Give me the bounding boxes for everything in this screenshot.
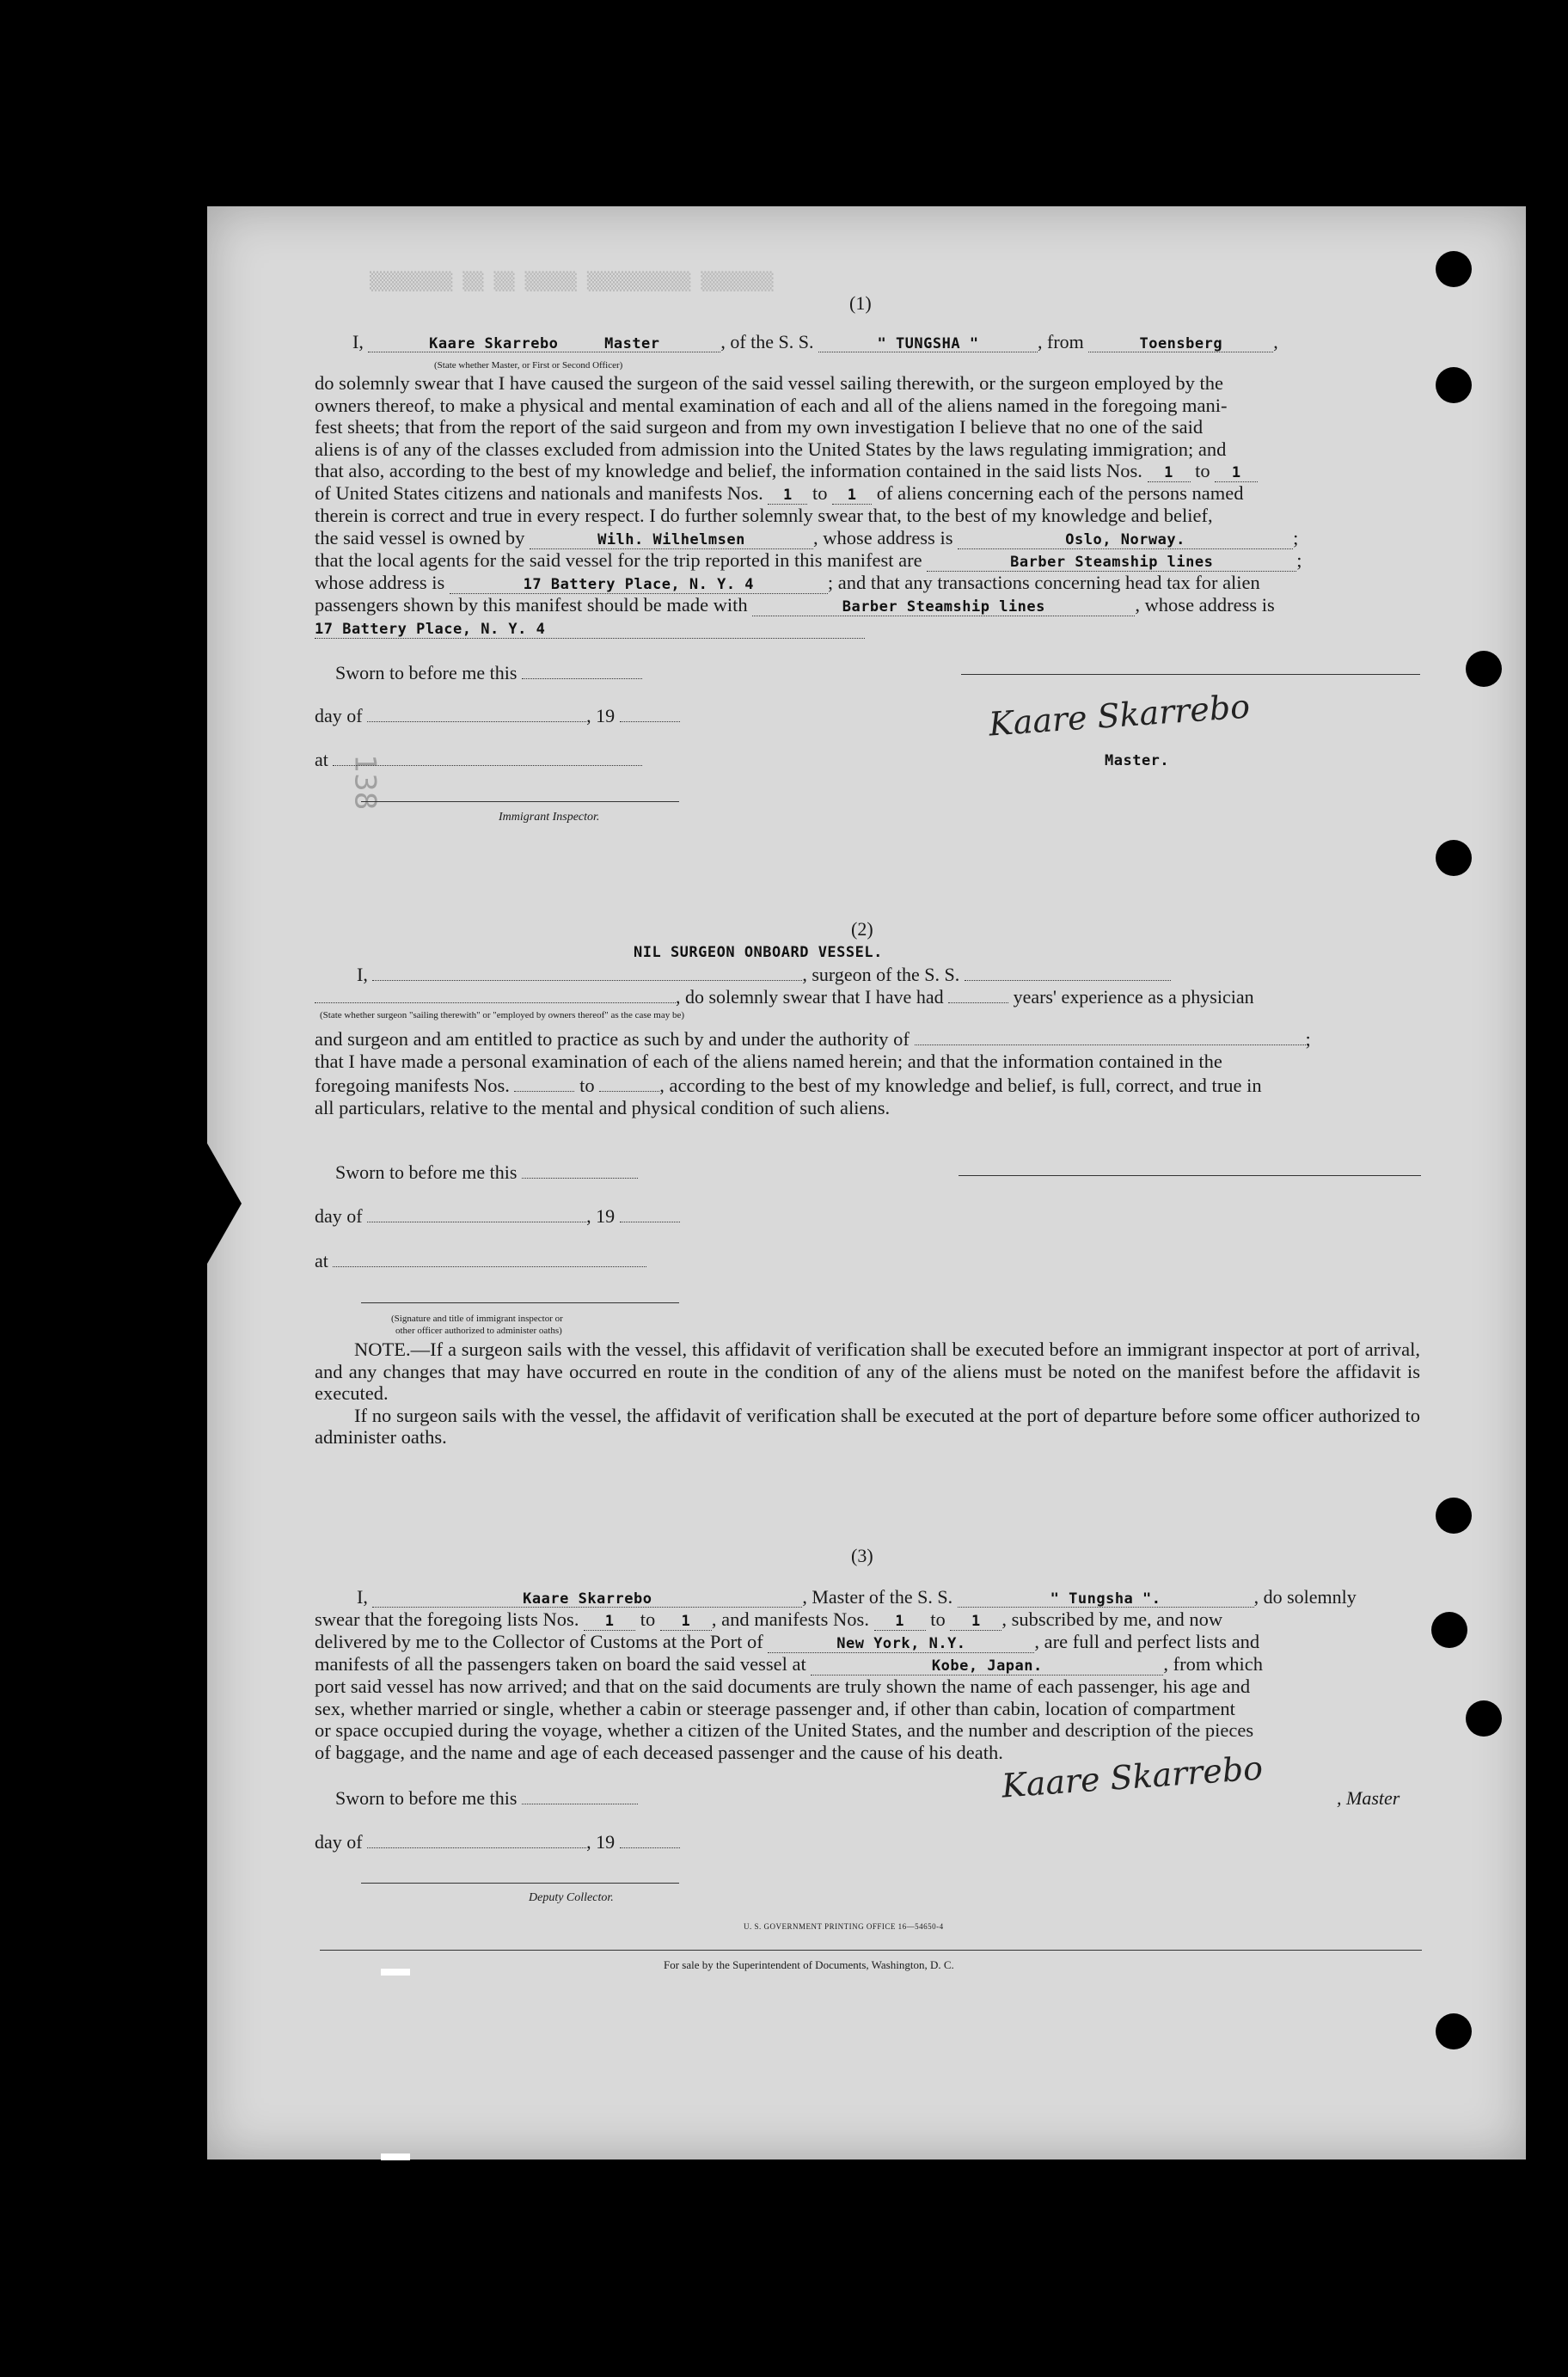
oath-line: owners thereof, to make a physical and mental examination of each and all of the aliens named in the foregoing mani- [315, 394, 1228, 416]
master-signature: Kaare Skarrebo [987, 687, 1252, 744]
sworn-line-3: Sworn to before me this [335, 1785, 638, 1810]
oath-line: therein is correct and true in every respect. I do further solemnly swear that, to the best of my knowledge and belief, [315, 505, 1213, 527]
section-3-line-master: I, Kaare Skarrebo , Master of the S. S. " Tungsha ". , do solemnly [357, 1586, 1357, 1608]
binder-hole [1436, 840, 1472, 876]
binder-hole [1436, 1498, 1472, 1534]
years-field[interactable] [948, 983, 1008, 1003]
rank-hint: (State whether Master, or First or Second Officer) [434, 360, 623, 371]
oath-line: fest sheets; that from the report of the said surgeon and from my own investigation I believe that no one of the said [315, 416, 1204, 438]
tax-address-field[interactable]: 17 Battery Place, N. Y. 4 [315, 619, 865, 639]
day-field[interactable] [367, 702, 586, 722]
collector-signature-line [361, 1883, 679, 1884]
vessel-name-field[interactable]: " Tungsha ". [958, 1588, 1254, 1608]
sworn-line-1: Sworn to before me this [335, 659, 642, 684]
section-2-oath [315, 1026, 1420, 1118]
page-number-stamp: 138 [347, 754, 383, 811]
master-suffix: , Master [1337, 1787, 1400, 1809]
nil-surgeon-note: NIL SURGEON ONBOARD VESSEL. [634, 944, 883, 961]
at-line-2: at [315, 1247, 646, 1272]
footer-rule [320, 1950, 1422, 1951]
oath-line: manifests of all the passengers taken on board the said vessel at Kobe, Japan. , from which [315, 1653, 1263, 1675]
torn-edge [207, 1143, 242, 1264]
printer-imprint: U. S. GOVERNMENT PRINTING OFFICE 16—54650-4 [744, 1922, 944, 1931]
master-name-field[interactable]: Kaare Skarrebo Master [368, 333, 720, 352]
oath-line: the said vessel is owned by Wilh. Wilhelmsen , whose address is Oslo, Norway. ; [315, 526, 1299, 548]
oath-line: aliens is of any of the classes excluded from admission into the United States by the laws regulating immigration; and [315, 438, 1227, 460]
surgeon-vessel-field[interactable] [965, 961, 1171, 981]
oath-line: delivered by me to the Collector of Customs at the Port of New York, N.Y. , are full and perfect lists and [315, 1631, 1260, 1652]
lists-from-field[interactable]: 1 [1148, 463, 1191, 482]
binder-hole [1466, 1700, 1502, 1737]
oath-line: passengers shown by this manifest should be made with Barber Steamship lines , whose address is [315, 593, 1275, 616]
lists-to-field[interactable]: 1 [1215, 463, 1258, 482]
oath-line [315, 616, 1420, 639]
oath-line: swear that the foregoing lists Nos. 1 to 1 , and manifests Nos. 1 to 1 , subscribed by me, and now [315, 1608, 1223, 1630]
binder-hole [1436, 2013, 1472, 2049]
authority-field[interactable] [915, 1026, 1306, 1045]
oath-line: all particulars, relative to the mental and physical condition of such aliens. [315, 1096, 891, 1118]
binder-hole [1466, 651, 1502, 687]
section-3-number: (3) [851, 1545, 873, 1566]
footer-sale-note: For sale by the Superintendent of Documents, Washington, D. C. [664, 1958, 954, 1971]
officer-signature-line [361, 1302, 679, 1303]
oath-line: port said vessel has now arrived; and that on the said documents are truly shown the name of each passenger, his age and [315, 1676, 1251, 1697]
embark-port-field[interactable]: Kobe, Japan. [811, 1656, 1163, 1676]
signer-title: Master. [1105, 752, 1170, 769]
owner-field[interactable]: Wilh. Wilhelmsen [530, 530, 813, 549]
at-line-1: at [315, 746, 642, 771]
note-paragraph: If no surgeon sails with the vessel, the affidavit of verification shall be executed at the port of departure before some officer authorized to administer oaths. [315, 1404, 1420, 1449]
oath-line: that also, according to the best of my knowledge and belief, the information contained in the said lists Nos. 1 to 1 [315, 460, 1420, 482]
surgeon-manifest-from-field[interactable] [514, 1072, 574, 1092]
tax-agent-field[interactable]: Barber Steamship lines [752, 597, 1135, 616]
oath-line: whose address is 17 Battery Place, N. Y. 4 ; and that any transactions concerning head tax for alien [315, 571, 1260, 593]
surgeon-manifest-to-field[interactable] [599, 1072, 659, 1092]
manifests-from-field[interactable]: 1 [768, 485, 807, 505]
surgeon-name-field[interactable] [372, 961, 802, 981]
day-line-1: day of , 19 [315, 702, 680, 727]
manifests-to-field[interactable]: 1 [832, 485, 872, 505]
day-field[interactable] [367, 1203, 586, 1222]
officer-caption-2: other officer authorized to administer oaths) [395, 1326, 562, 1336]
oath-line: foregoing manifests Nos. to , according to the best of my knowledge and belief, is full, correct, and true in [315, 1072, 1420, 1097]
section-3-oath [315, 1608, 1420, 1763]
year-field[interactable] [620, 1203, 680, 1222]
master-signature-line [961, 674, 1420, 675]
sworn-date-field[interactable] [522, 1785, 638, 1804]
edge-mark [381, 1969, 410, 1976]
surgeon-line: I, , surgeon of the S. S. [357, 961, 1171, 986]
inspector-caption: Immigrant Inspector. [499, 811, 600, 824]
collector-caption: Deputy Collector. [529, 1891, 614, 1904]
oath-line: sex, whether married or single, whether a cabin or steerage passenger and, if other than cabin, location of compartment [315, 1697, 1235, 1719]
surgeon-note [315, 1339, 1420, 1449]
oath-line: do solemnly swear that I have caused the surgeon of the said vessel sailing therewith, or the surgeon employed by the [315, 372, 1224, 394]
oath-line: of United States citizens and nationals and manifests Nos. 1 to 1 of aliens concerning each of the persons named [315, 482, 1244, 505]
surgeon-status-field[interactable] [315, 983, 676, 1003]
edge-mark [381, 2153, 410, 2160]
day-line-2: day of , 19 [315, 1203, 680, 1228]
binder-hole [1436, 251, 1472, 287]
sworn-date-field[interactable] [522, 659, 642, 679]
oath-line: of baggage, and the name and age of each deceased passenger and the cause of his death. [315, 1741, 1003, 1763]
day-field[interactable] [367, 1829, 586, 1848]
section-2-number: (2) [851, 918, 873, 940]
owner-address-field[interactable]: Oslo, Norway. [958, 530, 1293, 549]
year-field[interactable] [620, 702, 680, 722]
section-1-oath [315, 372, 1420, 639]
surgeon-swear-line: , do solemnly swear that I have had years' experience as a physician [315, 983, 1254, 1008]
section-1-line-master: I, Kaare Skarrebo Master , of the S. S. " TUNGSHA " , from Toensberg , [352, 331, 1278, 352]
master-signature: Kaare Skarrebo [1000, 1749, 1265, 1805]
officer-caption-1: (Signature and title of immigrant inspector or [391, 1314, 563, 1324]
lists-from-field[interactable]: 1 [584, 1611, 635, 1631]
day-line-3: day of , 19 [315, 1829, 680, 1853]
sworn-line-2: Sworn to before me this [335, 1159, 638, 1184]
port-field[interactable]: New York, N.Y. [768, 1633, 1034, 1653]
oath-line: and surgeon and am entitled to practice as such by and under the authority of ; [315, 1026, 1420, 1051]
surgeon-hint: (State whether surgeon "sailing therewith" or "employed by owners thereof" as the case may be) [320, 1010, 685, 1020]
manifests-to-field[interactable]: 1 [950, 1611, 1001, 1631]
year-field[interactable] [620, 1829, 680, 1848]
inspector-signature-line [361, 801, 679, 802]
agents-field[interactable]: Barber Steamship lines [927, 552, 1296, 572]
surgeon-signature-line [959, 1175, 1421, 1176]
vessel-name-field[interactable]: " TUNGSHA " [818, 333, 1038, 352]
oath-line: that the local agents for the said vessel for the trip reported in this manifest are Barber Steamship lines ; [315, 548, 1302, 571]
at-place-field[interactable] [333, 746, 642, 766]
agents-address-field[interactable]: 17 Battery Place, N. Y. 4 [450, 574, 828, 594]
lists-to-field[interactable]: 1 [660, 1611, 712, 1631]
binder-hole [1431, 1612, 1467, 1648]
note-paragraph: NOTE.—If a surgeon sails with the vessel, this affidavit of verification shall be executed before an immigrant inspector at port of arrival, and any changes that may have occurred en route in the condition of any of the aliens must be noted on the manifest before the affidavit is executed. [315, 1339, 1420, 1405]
at-place-field[interactable] [333, 1247, 646, 1267]
bleed-through-text: ▒▒▒▒▒▒▒▒ ▒▒ ▒▒ ▒▒▒▒▒ ▒▒▒▒▒▒▒▒▒▒ ▒▒▒▒▒▒▒ [370, 271, 774, 291]
section-1-number: (1) [849, 292, 872, 314]
sworn-date-field[interactable] [522, 1159, 638, 1179]
manifests-from-field[interactable]: 1 [874, 1611, 926, 1631]
binder-hole [1436, 367, 1472, 403]
from-port-field[interactable]: Toensberg [1088, 333, 1273, 352]
oath-line: or space occupied during the voyage, whether a citizen of the United States, and the number and description of the pieces [315, 1719, 1254, 1742]
oath-line: that I have made a personal examination of each of the aliens named herein; and that the information contained in the [315, 1050, 1222, 1072]
master-name-field[interactable]: Kaare Skarrebo [372, 1588, 802, 1608]
